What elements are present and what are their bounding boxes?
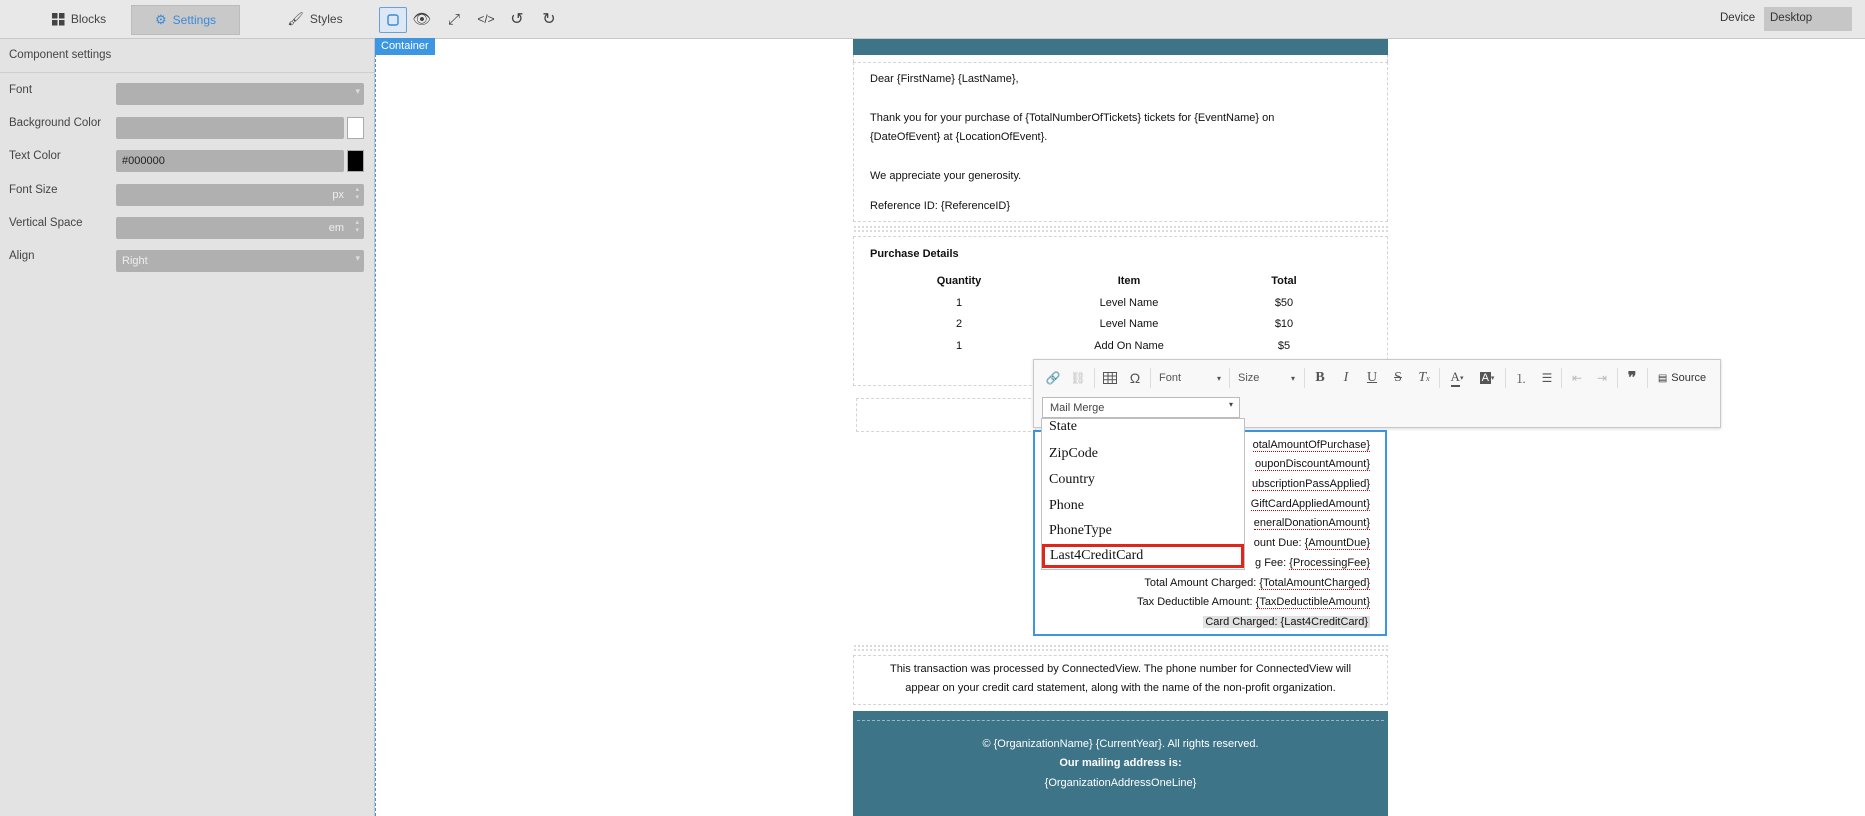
table-cell: 2 [955, 318, 963, 330]
toolbar-separator [1229, 368, 1230, 388]
caret-down-icon: ▾ [1290, 373, 1295, 383]
summary-line: eneralDonationAmount} [1253, 517, 1370, 529]
stepper-icon[interactable]: ▴ ▾ [355, 219, 359, 234]
device-label: Device [1720, 12, 1756, 24]
strikethrough-icon[interactable]: S [1394, 370, 1402, 385]
blockquote-icon[interactable]: ❞ [1627, 370, 1637, 387]
unlink-icon[interactable]: ⛓ [1070, 371, 1086, 385]
font-dropdown[interactable] [1155, 368, 1225, 388]
mail-merge-item[interactable]: Phone [1049, 498, 1084, 513]
italic-icon[interactable]: I [1343, 370, 1349, 385]
footer-mailing-label: Our mailing address is: [1059, 757, 1182, 769]
tab-styles-label: Styles [309, 12, 343, 26]
size-dropdown[interactable] [1234, 368, 1299, 388]
font-size-label: Font Size [9, 184, 58, 196]
text-color-label: Text Color [9, 150, 61, 162]
summary-line: ouponDiscountAmount} [1255, 458, 1370, 470]
toolbar-separator [1439, 368, 1440, 388]
device-select[interactable] [1764, 7, 1852, 31]
paintbrush-icon: 🖌 [287, 11, 304, 26]
amount-due-line: ount Due: {AmountDue} [1253, 537, 1370, 549]
bulleted-list-icon[interactable]: ☰ [1541, 371, 1553, 385]
document-icon: ▤ [1657, 372, 1668, 384]
toolbar-separator [1304, 368, 1305, 388]
font-size-input[interactable] [116, 184, 364, 206]
container-badge: Container [375, 38, 435, 55]
table-cell: Add On Name [1094, 340, 1164, 352]
tax-deductible-line: Tax Deductible Amount: {TaxDeductibleAmount} [1137, 596, 1370, 608]
mail-merge-item[interactable]: ZipCode [1049, 446, 1098, 461]
grid-icon [52, 13, 65, 26]
summary-line: GiftCardAppliedAmount} [1250, 498, 1370, 510]
total-charged-line: Total Amount Charged: {TotalAmountCharged} [1144, 577, 1370, 589]
spacer [853, 55, 1388, 62]
tab-blocks-label: Blocks [70, 12, 107, 26]
table-cell: Level Name [1099, 318, 1159, 330]
footer-address: {OrganizationAddressOneLine} [1044, 777, 1197, 789]
table-cell: $50 [1274, 297, 1294, 309]
eye-icon: 👁 [412, 11, 432, 28]
stepper-icon[interactable]: ▴ ▾ [355, 186, 359, 201]
intro-block[interactable] [853, 62, 1388, 222]
toolbar-separator [1505, 368, 1506, 388]
expand-icon: ⤢ [447, 10, 460, 28]
outdent-icon[interactable]: ⇤ [1571, 371, 1583, 385]
component-outline-button[interactable] [379, 7, 407, 33]
caret-down-icon: ▾ [355, 253, 360, 263]
notice-line-1: This transaction was processed by ConnectedView. The phone number for ConnectedView will [889, 663, 1352, 675]
appreciate-text: We appreciate your generosity. [870, 170, 1022, 182]
font-select[interactable] [116, 83, 364, 105]
bg-color-swatch[interactable] [347, 117, 364, 139]
underline-icon[interactable]: U [1366, 370, 1378, 385]
email-header-band [853, 39, 1388, 55]
align-label: Align [9, 250, 35, 262]
fullscreen-button[interactable] [441, 7, 467, 31]
source-label: Source [1671, 372, 1707, 384]
special-char-icon[interactable]: Ω [1129, 370, 1141, 386]
code-view-button[interactable] [473, 7, 499, 31]
empty-cell[interactable] [856, 398, 1036, 432]
text-color-value: #000000 [122, 155, 165, 167]
footer-copyright: © {OrganizationName} {CurrentYear}. All rights reserved. [982, 738, 1259, 750]
toolbar-separator [1150, 368, 1151, 388]
table-cell: Level Name [1099, 297, 1159, 309]
spacer-dots [853, 644, 1388, 652]
undo-button[interactable] [504, 7, 530, 31]
mail-merge-list [1041, 418, 1245, 570]
redo-button[interactable] [536, 7, 562, 31]
text-color-icon[interactable]: A ▾ [1444, 368, 1470, 388]
notice-line-2: appear on your credit card statement, along with the name of the non-profit organization. [905, 682, 1336, 694]
gear-icon: ⚙ [154, 12, 167, 27]
device-select-value: Desktop [1770, 12, 1813, 24]
source-button[interactable] [1652, 368, 1712, 388]
table-icon[interactable] [1100, 368, 1120, 388]
table-cell: $5 [1277, 340, 1291, 352]
table-header-item: Item [1117, 275, 1141, 287]
footer-divider [857, 720, 1384, 721]
thanks-line-1: Thank you for your purchase of {TotalNumberOfTickets} tickets for {EventName} on [870, 112, 1275, 124]
purchase-title: Purchase Details [870, 248, 959, 260]
settings-panel [0, 39, 375, 816]
mail-merge-item-highlighted[interactable]: Last4CreditCard [1042, 544, 1244, 568]
summary-line: otalAmountOfPurchase} [1252, 439, 1370, 451]
numbered-list-icon[interactable]: ⒈ [1514, 371, 1527, 386]
vertical-space-input[interactable] [116, 217, 364, 239]
caret-down-icon: ▾ [1216, 373, 1221, 383]
font-size-unit: px [332, 189, 344, 201]
redo-icon: ↻ [542, 11, 556, 28]
text-color-input[interactable] [116, 150, 344, 172]
bold-icon[interactable]: B [1315, 370, 1325, 385]
toolbar-separator [1617, 368, 1618, 388]
tab-settings-label: Settings [172, 13, 216, 27]
spacer-dots [853, 225, 1388, 233]
mail-merge-item[interactable]: Country [1049, 472, 1095, 487]
greeting-text: Dear {FirstName} {LastName}, [870, 73, 1019, 85]
undo-icon: ↺ [510, 11, 524, 28]
font-dropdown-label: Font [1159, 372, 1182, 384]
clear-format-icon[interactable]: T x [1418, 370, 1430, 385]
table-header-total: Total [1271, 275, 1297, 287]
bg-color-input[interactable] [116, 117, 344, 139]
email-footer [853, 711, 1388, 816]
toolbar-separator [1094, 368, 1095, 388]
tab-settings[interactable] [131, 5, 240, 35]
table-cell: 1 [955, 297, 963, 309]
bg-color-label: Background Color [9, 117, 102, 129]
summary-line: ubscriptionPassApplied} [1251, 478, 1370, 490]
preview-button[interactable] [409, 7, 435, 31]
tab-blocks[interactable] [24, 5, 134, 33]
table-header-quantity: Quantity [936, 275, 982, 287]
mail-merge-label: Mail Merge [1050, 402, 1105, 414]
font-label: Font [9, 84, 33, 96]
mail-merge-dropdown[interactable] [1042, 397, 1240, 418]
thanks-line-2: {DateOfEvent} at {LocationOfEvent}. [870, 131, 1048, 143]
processing-fee-line: g Fee: {ProcessingFee} [1255, 557, 1370, 569]
mail-merge-item[interactable]: State [1049, 419, 1077, 434]
mail-merge-item[interactable]: PhoneType [1049, 523, 1112, 538]
caret-down-icon: ▾ [355, 86, 360, 96]
table-cell: 1 [955, 340, 963, 352]
table-cell: $10 [1274, 318, 1294, 330]
link-icon[interactable]: 🔗 [1045, 371, 1061, 385]
top-toolbar [0, 0, 1865, 39]
text-color-swatch[interactable] [347, 150, 364, 172]
vertical-space-unit: em [328, 222, 344, 234]
align-value: Right [122, 255, 148, 267]
caret-down-icon: ▾ [1228, 400, 1233, 409]
code-icon: </> [477, 12, 495, 26]
bg-color-icon[interactable]: A ▾ [1481, 372, 1495, 384]
vertical-space-label: Vertical Space [9, 217, 83, 229]
align-select[interactable] [116, 250, 364, 272]
panel-divider [0, 72, 374, 73]
card-charged-line: Card Charged: {Last4CreditCard} [1205, 616, 1368, 628]
indent-icon[interactable]: ⇥ [1596, 371, 1608, 385]
notice-block[interactable] [853, 655, 1388, 705]
toolbar-separator [1561, 368, 1562, 388]
square-outline-icon [387, 14, 399, 26]
panel-title: Component settings [9, 49, 112, 61]
size-dropdown-label: Size [1238, 372, 1260, 384]
tab-styles[interactable] [260, 5, 370, 33]
toolbar-separator [1647, 368, 1648, 388]
reference-text: Reference ID: {ReferenceID} [870, 200, 1011, 212]
